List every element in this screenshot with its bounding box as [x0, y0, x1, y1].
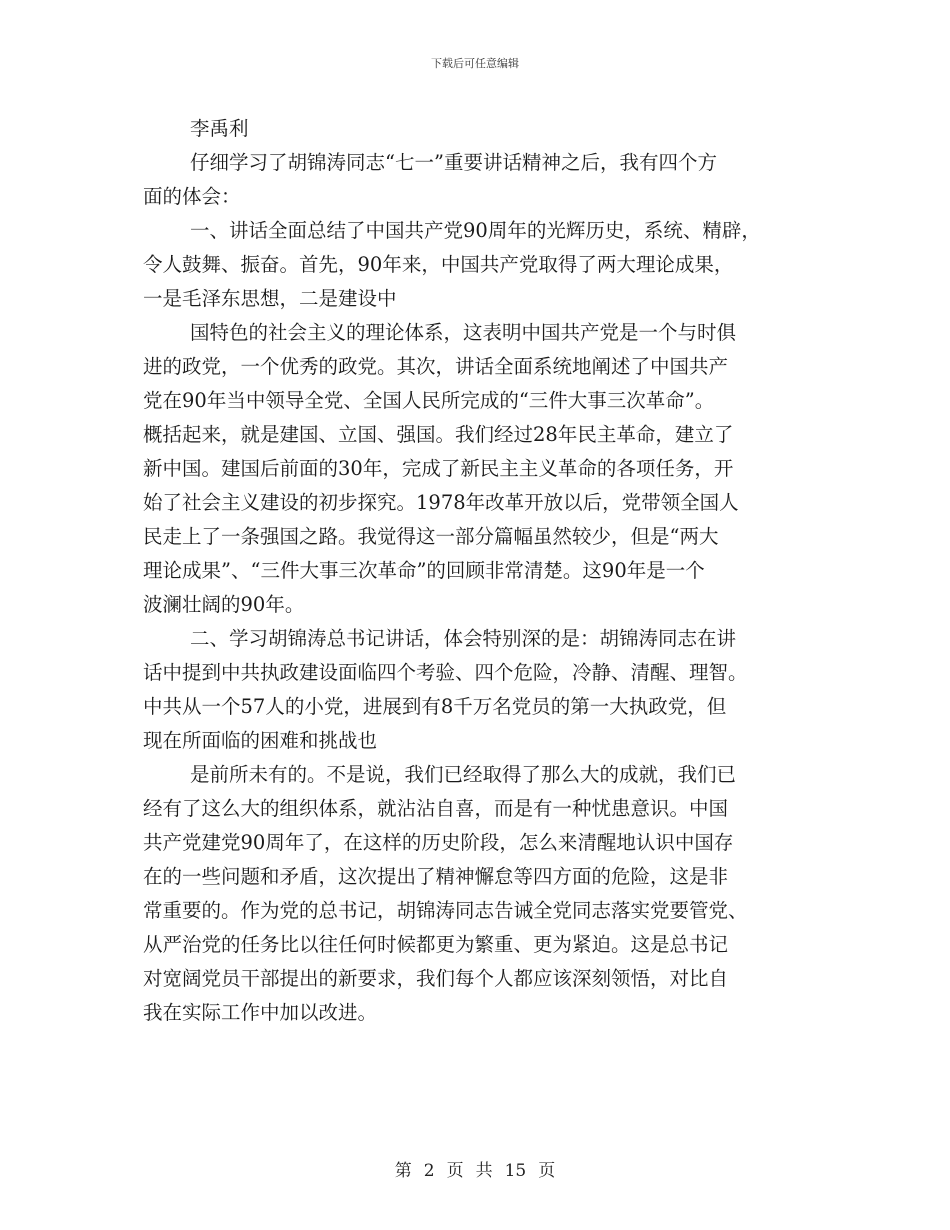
- page-footer: [0, 1156, 950, 1181]
- text-line: 我在实际工作中加以改进。: [143, 1001, 378, 1024]
- text-line: 现在所面临的困难和挑战也: [143, 729, 378, 752]
- footer-label-di: 第: [394, 1161, 412, 1181]
- text-line: 共产党建党90周年了，在这样的历史阶段，怎么来清醒地认识中国存: [143, 831, 734, 854]
- text-line: 令人鼓舞、振奋。首先，90年来，中国共产党取得了两大理论成果，: [143, 253, 734, 276]
- text-line: 仔细学习了胡锦涛同志“七一”重要讲话精神之后，我有四个方: [190, 151, 717, 174]
- text-line: 一是毛泽东思想，二是建设中: [143, 287, 397, 310]
- text-line: 话中提到中共执政建设面临四个考验、四个危险，冷静、清醒、理智。: [143, 661, 748, 684]
- text-line: 面的体会：: [143, 185, 241, 208]
- text-line: 始了社会主义建设的初步探究。1978年改革开放以后，党带领全国人: [143, 491, 739, 514]
- text-line: 常重要的。作为党的总书记，胡锦涛同志告诫全党同志落实党要管党、: [143, 899, 748, 922]
- footer-label-ye: 页: [446, 1161, 464, 1181]
- text-line: 在的一些问题和矛盾，这次提出了精神懈怠等四方面的危险，这是非: [143, 865, 729, 888]
- footer-label-ye2: 页: [538, 1161, 556, 1181]
- footer-current-page: 2: [423, 1161, 435, 1181]
- text-line: 新中国。建国后前面的30年，完成了新民主主义革命的各项任务，开: [143, 457, 734, 480]
- footer-total-pages: 15: [504, 1161, 527, 1181]
- text-line: 国特色的社会主义的理论体系，这表明中国共产党是一个与时俱: [190, 321, 737, 344]
- text-line: 波澜壮阔的90年。: [143, 593, 305, 616]
- text-line: 经有了这么大的组织体系，就沾沾自喜，而是有一种忧患意识。中国: [143, 797, 729, 820]
- page-header-note: 下载后可任意编辑: [431, 57, 519, 70]
- text-line: 党在90年当中领导全党、全国人民所完成的“三件大事三次革命”。: [143, 389, 715, 412]
- text-line: 概括起来，就是建国、立国、强国。我们经过28年民主革命，建立了: [143, 423, 734, 446]
- text-line: 从严治党的任务比以往任何时候都更为繁重、更为紧迫。这是总书记: [143, 933, 729, 956]
- text-line: 中共从一个57人的小党，进展到有8千万名党员的第一大执政党，但: [143, 695, 727, 718]
- text-line: 是前所未有的。不是说，我们已经取得了那么大的成就，我们已: [190, 763, 737, 786]
- author-line: 李禹利: [190, 117, 249, 140]
- footer-label-gong: 共: [475, 1161, 493, 1181]
- text-line: 进的政党，一个优秀的政党。其次，讲话全面系统地阐述了中国共产: [143, 355, 729, 378]
- text-line: 二、学习胡锦涛总书记讲话，体会特别深的是：胡锦涛同志在讲: [190, 627, 737, 650]
- text-line: 一、讲话全面总结了中国共产党90周年的光辉历史，系统、精辟，: [190, 219, 761, 242]
- text-line: 对宽阔党员干部提出的新要求，我们每个人都应该深刻领悟，对比自: [143, 967, 729, 990]
- text-line: 民走上了一条强国之路。我觉得这一部分篇幅虽然较少，但是“两大: [143, 525, 719, 548]
- text-line: 理论成果”、“三件大事三次革命”的回顾非常清楚。这90年是一个: [143, 559, 705, 582]
- document-body: [143, 112, 823, 1030]
